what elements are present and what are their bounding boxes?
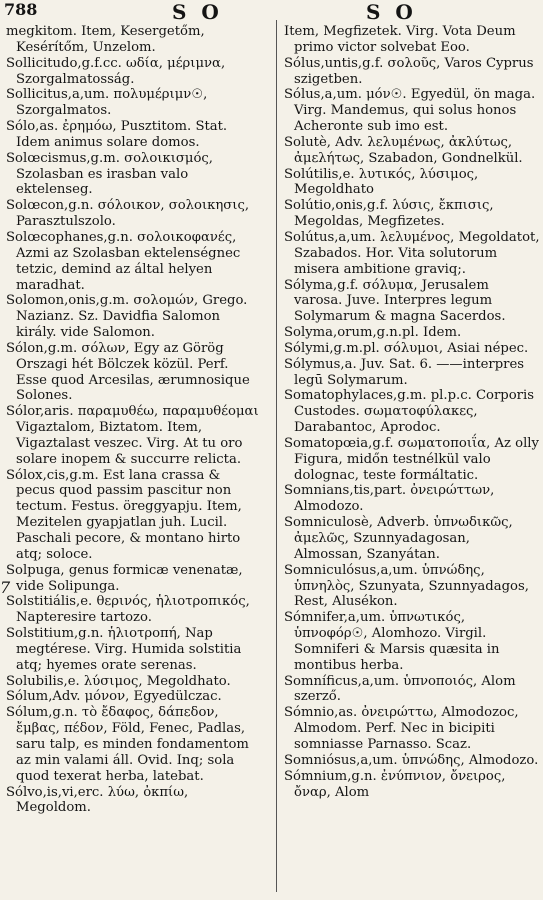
dictionary-entry: Sollicitus,a,um. πολυμέριμν☉, Szorgalmatos. (6, 87, 208, 119)
dictionary-entry: Sólyma,g.f. σόλυμα, Jerusalem varosa. Juve. Interpres legum Solymarum & magna Sacerdos. (284, 277, 506, 325)
page-header (0, 0, 543, 26)
dictionary-entry: Solyma,orum,g.n.pl. Idem. (284, 325, 462, 341)
dictionary-entry: megkitom. Item, Kesergetőm, Kesérítőm, Unzelom. (6, 24, 205, 55)
dictionary-entry: Solœcismus,g.m. σολοικισμός, Szolasban es irasban valo ektelenseg. (6, 150, 213, 198)
dictionary-entry: Somnians,tis,part. ὀνειρώττων, Almodozo. (284, 483, 495, 515)
dictionary-entry: Solœcon,g.n. σόλοικον, σολοικησις, Parasztulszolo. (6, 198, 250, 230)
left-column (6, 24, 262, 816)
running-head-left: S O (172, 0, 223, 24)
dictionary-entry: Sólo,as. ἐρημόω, Pusztitom. Stat. Idem animus solare domos. (6, 119, 228, 150)
dictionary-entry: Item, Megfizetek. Virg. Vota Deum primo victor solvebat Eoo. (284, 24, 516, 55)
dictionary-entry: Sólymus,a. Juv. Sat. 6. ——interpres legū Solymarum. (284, 356, 525, 388)
dictionary-entry: Solútilis,e. λυτικός, λύσιμος, Megoldhato (284, 166, 479, 198)
dictionary-entry: Somníficus,a,um. ὑπνοποιός, Alom szerző. (284, 673, 516, 705)
dictionary-entry: Solútio,onis,g.f. λύσις, ἔκπισις, Megoldas, Megfizetes. (284, 198, 494, 230)
dictionary-entry: Somniculósus,a,um. ὑπνώδης, ὑπνηλὸς, Szunyata, Szunnyadagos, Rest, Alusékon. (284, 562, 529, 610)
dictionary-entry: Solútus,a,um. λελυμένος, Megoldatot, Szabados. Hor. Vita solutorum misera ambitione graviq;. (284, 229, 540, 277)
dictionary-entry: Solœcophanes,g.n. σολοικοφανές, Azmi az Szolasban ektelenségnec tetzic, demind az által helyen maradhat. (6, 229, 241, 293)
dictionary-entry: Solomon,onis,g.m. σολομών, Grego. Nazianz. Sz. Davidfia Salomon király. vide Salomon. (6, 293, 248, 341)
margin-mark: 7 (0, 578, 11, 597)
dictionary-entry: Sollicitudo,g.f.cc. ωδία, μέριμνα, Szorgalmatosság. (6, 55, 226, 87)
dictionary-entry: Sólymi,g.m.pl. σόλυμοι, Asiai népec. (284, 340, 529, 356)
dictionary-entry: Sólus,a,um. μόν☉. Egyedül, ön maga. Virg. Mandemus, qui solus honos Acheronte sub imo est. (284, 87, 536, 135)
dictionary-entry: Somniculosè, Adverb. ὑπνωδικῶς, ἀμελῶς, Szunnyadagosan, Almossan, Szanyátan. (284, 515, 513, 562)
dictionary-entry: Sólum,Adv. μόνον, Egyedülczac. (6, 689, 222, 705)
running-head-right: S O (366, 0, 417, 24)
dictionary-entry: Sólus,untis,g.f. σολοῦς, Varos Cyprus szigetben. (284, 55, 534, 87)
dictionary-entry: Sómnio,as. ὀνειρώττω, Almodozoc, Almodom. Perf. Nec in bicipiti somniasse Parnasso. Scaz. (284, 705, 519, 752)
dictionary-entry: Solstitium,g.n. ἡλιοτροπή, Nap megtérese. Virg. Humida solstitia atq; hyemes orate serenas. (6, 626, 242, 673)
dictionary-entry: Somniósus,a,um. ὑπνώδης, Almodozo. (284, 752, 539, 768)
page-number: 788 (4, 0, 38, 19)
dictionary-entry: Sólon,g.m. σόλων, Egy az Görög Orszagi hét Bölczek közül. Perf. Esse quod Arcesilas, ærumnosique Solones. (6, 340, 250, 404)
dictionary-entry: Sólvo,is,vi,erc. λύω, ὀκπίω, Megoldom. (6, 784, 189, 816)
dictionary-entry: Sómnium,g.n. ἐνύπνιον, ὄνειρος, ὄναρ, Alom (284, 768, 506, 800)
dictionary-entry: Solstitiális,e. θερινός, ἡλιοτροπικός, Napteresire tartozo. (6, 594, 250, 626)
dictionary-entry: Sólum,g.n. τὸ ἔδαφος, δάπεδον, ἔμβας, πέδον, Föld, Fenec, Padlas, saru talp, es minden fondamentom az min valami áll. Ovid. Inq; sola quod texerat herba, latebat. (6, 705, 249, 784)
dictionary-entry: Sólor,aris. παραμυθέω, παραμυθέομαι Vigaztalom, Biztatom. Item, Vigaztalast veszec. Virg. At tu oro solare inopem & succurre relicta. (6, 404, 259, 467)
dictionary-entry: Sómnifer,a,um. ὑπνωτικός, ὑπνοφόρ☉, Alomhozo. Virgil. Somniferi & Marsis quæsita in montibus herba. (284, 610, 500, 673)
dictionary-entry: Solubilis,e. λύσιμος, Megoldhato. (6, 673, 231, 689)
column-divider (276, 20, 277, 892)
dictionary-entry: Solutè, Adv. λελυμένως, ἀκλύτως, ἀμελήτως, Szabadon, Gondnelkül. (284, 134, 523, 166)
dictionary-entry: Solpuga, genus formicæ venenatæ, vide Solipunga. (6, 562, 243, 594)
right-column (284, 24, 540, 800)
dictionary-entry: Somatopœia,g.f. σωματοποιΐα, Az olly Figura, midőn testnélkül valo dolognac, teste formáltatic. (284, 435, 539, 483)
dictionary-entry: Sólox,cis,g.m. Est lana crassa & pecus quod passim pascitur non tectum. Festus. öreggyapju. Item, Mezitelen gyapjatlan juh. Lucil. Paschali pecore, & montano hirto atq; soloce. (6, 467, 242, 562)
dictionary-entry: Somatophylaces,g.m. pl.p.c. Corporis Custodes. σωματοφύλακες, Darabantoc, Aprodoc. (284, 388, 534, 436)
